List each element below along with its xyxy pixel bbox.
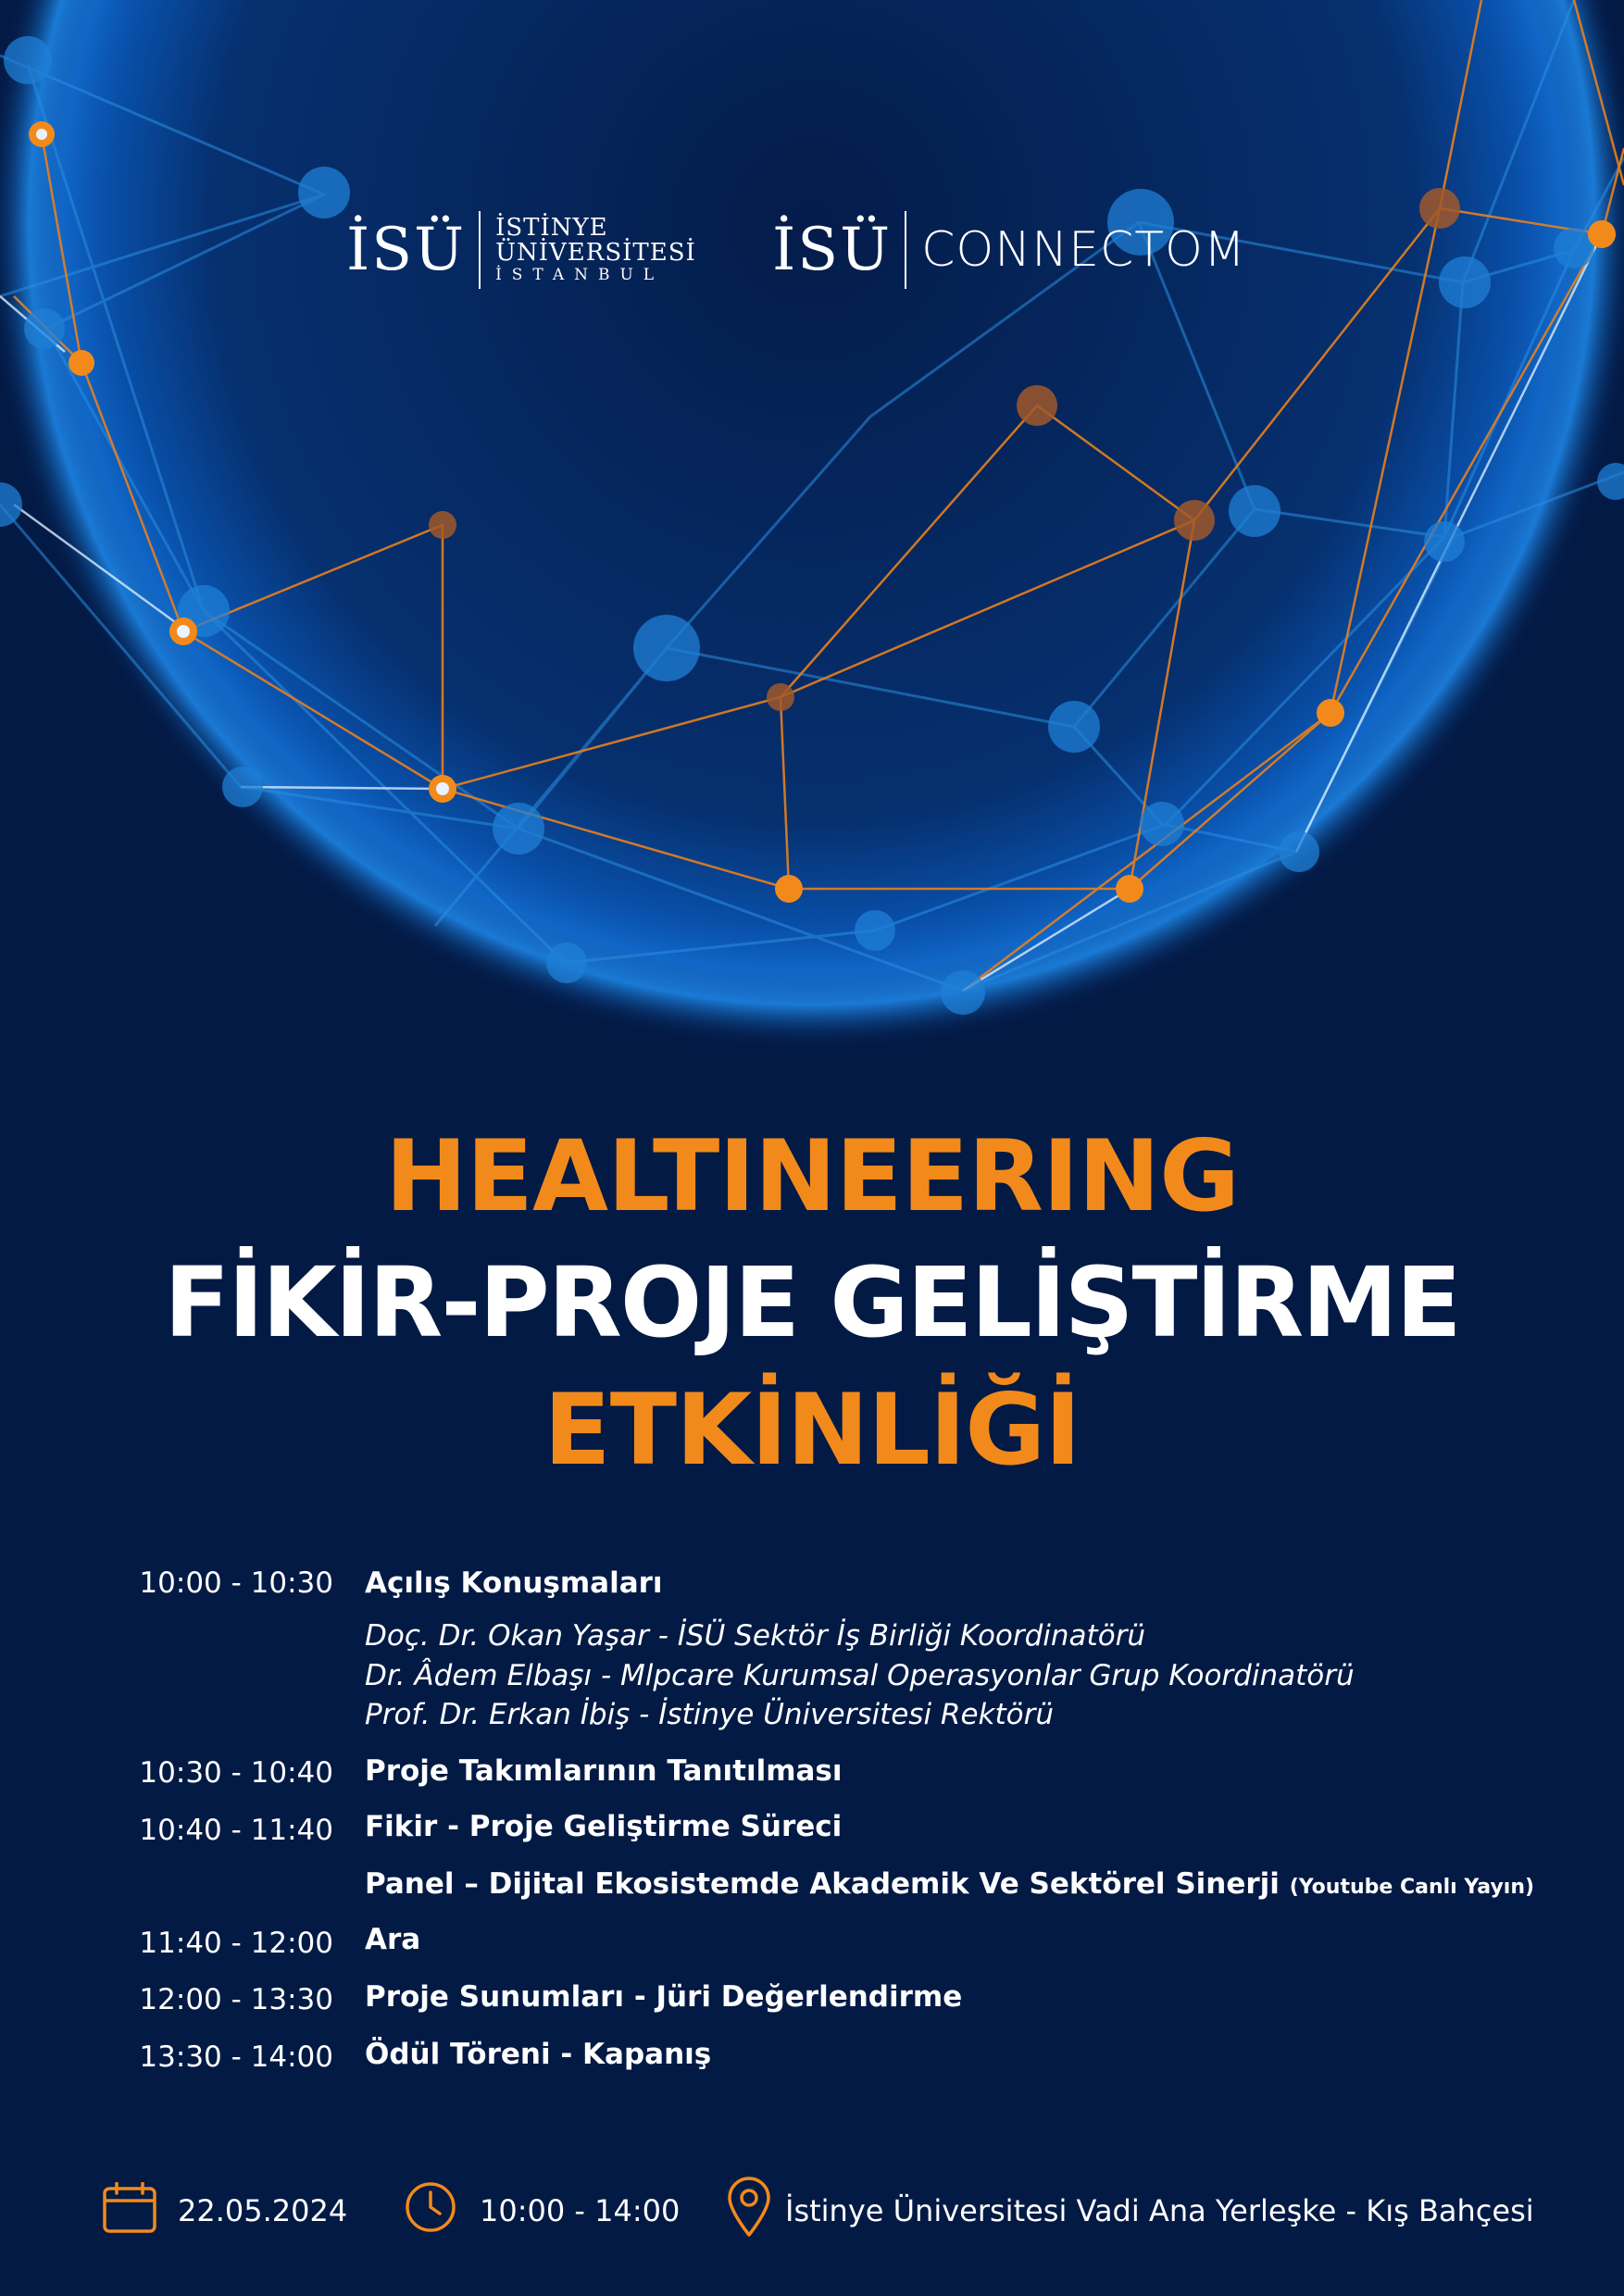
university-name: [495, 213, 696, 285]
isu-logo-mark: İSÜ: [346, 216, 467, 284]
location-pin-icon: [726, 2176, 772, 2239]
event-title-line2: FİKİR-PROJE GELİŞTİRME: [164, 1246, 1460, 1359]
schedule-activity: Ara: [365, 1923, 421, 1956]
logo-divider: [905, 211, 906, 289]
event-title-line3: ETKİNLİĞİ: [543, 1373, 1081, 1487]
schedule-time: 10:00 - 10:30: [139, 1566, 333, 1600]
logo-divider: [479, 211, 481, 289]
connectom-wordmark: CONNECTOM: [921, 222, 1246, 278]
speaker-line: Prof. Dr. Erkan İbiş - İstinye Üniversitesi Rektörü: [365, 1698, 1054, 1731]
panel-activity: [365, 1867, 1535, 1901]
schedule-time: 10:40 - 11:40: [139, 1814, 333, 1847]
speaker-line: Doç. Dr. Okan Yaşar - İSÜ Sektör İş Birliği Koordinatörü: [365, 1619, 1146, 1653]
schedule-activity: Proje Sunumları - Jüri Değerlendirme: [365, 1980, 963, 2014]
network-globe-background: [0, 0, 1624, 1111]
schedule-time: 11:40 - 12:00: [139, 1927, 333, 1960]
schedule-activity: Açılış Konuşmaları: [365, 1566, 663, 1600]
university-name-line3: İSTANBUL: [495, 266, 665, 285]
schedule-activity: Fikir - Proje Geliştirme Süreci: [365, 1810, 843, 1843]
clock-icon: [404, 2180, 457, 2234]
schedule-time: 12:00 - 13:30: [139, 1983, 333, 2016]
event-location: İstinye Üniversitesi Vadi Ana Yerleşke - Kış Bahçesi: [785, 2193, 1534, 2228]
connectom-logo-mark: İSÜ: [772, 216, 893, 284]
istinye-university-logo: [346, 211, 696, 289]
panel-note: (Youtube Canlı Yayın): [1289, 1876, 1535, 1899]
event-date: 22.05.2024: [178, 2193, 348, 2228]
university-name-line1: İSTİNYE: [495, 213, 608, 242]
schedule-activity: Ödül Töreni - Kapanış: [365, 2038, 712, 2071]
university-name-line2: ÜNİVERSİTESİ: [495, 239, 696, 268]
schedule-activity: Proje Takımlarının Tanıtılması: [365, 1754, 843, 1788]
schedule-time: 10:30 - 10:40: [139, 1756, 333, 1790]
isu-connectom-logo: [772, 211, 1246, 289]
schedule-time: 13:30 - 14:00: [139, 2040, 333, 2074]
panel-title: Panel – Dijital Ekosistemde Akademik Ve Sektörel Sinerji: [365, 1867, 1280, 1901]
calendar-icon: [102, 2182, 157, 2234]
event-title-line1: HEALTINEERING: [384, 1119, 1240, 1233]
event-hours: 10:00 - 14:00: [480, 2193, 681, 2228]
speaker-line: Dr. Âdem Elbaşı - Mlpcare Kurumsal Operasyonlar Grup Koordinatörü: [365, 1659, 1355, 1692]
